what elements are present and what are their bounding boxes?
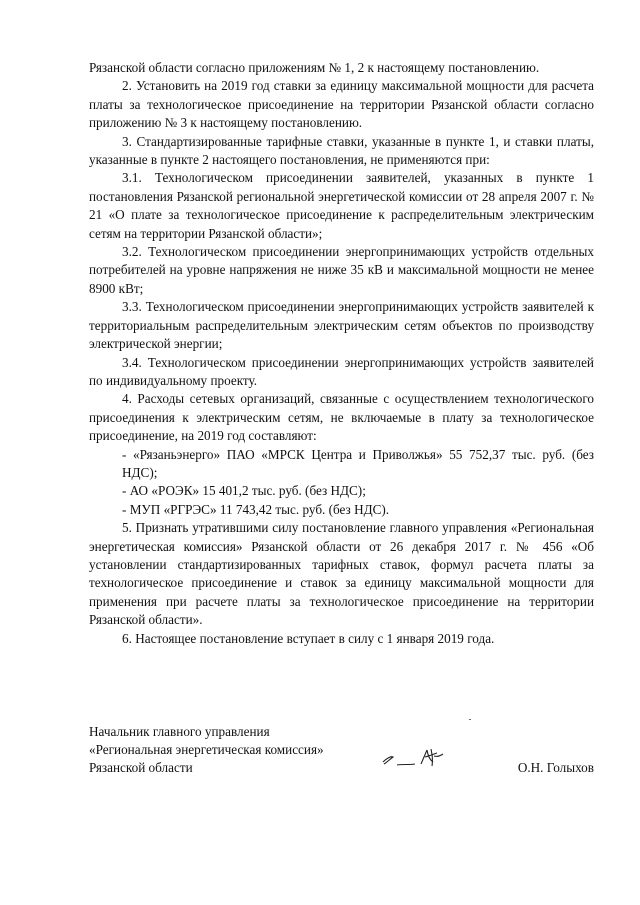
paragraph-item-3-4: 3.4. Технологическом присоединении энергопринимающих устройств заявителей по индивидуальному проекту. xyxy=(89,354,594,388)
paragraph-item-3-3: 3.3. Технологическом присоединении энергопринимающих устройств заявителей к территориальным распределительным электрическим сетям объектов по производству электрической энергии; xyxy=(89,299,594,352)
list-item-ryazanenergo: - «Рязаньэнерго» ПАО «МРСК Центра и Приволжья» 55 752,37 тыс. руб. (без НДС); xyxy=(122,446,594,480)
scan-speck xyxy=(469,719,471,720)
paragraph-item-4: 4. Расходы сетевых организаций, связанные с осуществлением технологического присоединения к электрическим сетям, не включаемые в плату за технологическое присоединение, на 2019 год составляют: xyxy=(89,391,594,444)
paragraph-item-5: 5. Признать утратившими силу постановление главного управления «Региональная энергетическая комиссия» Рязанской области от 26 декабря 2017 г. № 456 «Об установлении стандартизированных тарифных ставок, формул расчета платы за технологическое присоединение и ставок за единицу максимальной мощности для применения при расчете платы за технологическое присоединение на территории Рязанской области». xyxy=(89,520,594,628)
paragraph-item-2: 2. Установить на 2019 год ставки за единицу максимальной мощности для расчета платы за технологическое присоединение на территории Рязанской области согласно приложению № 3 к настоящему постановлению. xyxy=(89,78,594,131)
signature-block xyxy=(89,723,594,777)
signer-position-line-2: «Региональная энергетическая комиссия» xyxy=(89,742,324,757)
list-item-roek: - АО «РОЭК» 15 401,2 тыс. руб. (без НДС); xyxy=(122,483,366,499)
document-body xyxy=(89,59,594,648)
signer-position-line-1: Начальник главного управления xyxy=(89,724,270,739)
signer-position-line-3: Рязанской области xyxy=(89,760,193,775)
paragraph-item-3-2: 3.2. Технологическом присоединении энергопринимающих устройств отдельных потребителей на уровне напряжения не ниже 35 кВ и максимальной мощности не менее 8900 кВт; xyxy=(89,244,594,296)
paragraph-item-3: 3. Стандартизированные тарифные ставки, указанные в пункте 1, и ставки платы, указанные в пункте 2 настоящего постановления, не применяются при: xyxy=(89,133,594,168)
handwritten-signature xyxy=(377,744,457,772)
list-item-rgres: - МУП «РГРЭС» 11 743,42 тыс. руб. (без НДС). xyxy=(122,501,390,517)
signer-name: О.Н. Голыхов xyxy=(517,760,594,775)
paragraph-item-3-1: 3.1. Технологическом присоединении заявителей, указанных в пункте 1 постановления Рязанской региональной энергетической комиссии от 28 апреля 2007 г. № 21 «О плате за технологическое присоединение к распределительным электрическим сетям на территории Рязанской области»; xyxy=(89,170,594,241)
paragraph-item-6: 6. Настоящее постановление вступает в силу с 1 января 2019 года. xyxy=(122,630,495,646)
paragraph-continuation: Рязанской области согласно приложениям № 1, 2 к настоящему постановлению. xyxy=(89,60,540,75)
